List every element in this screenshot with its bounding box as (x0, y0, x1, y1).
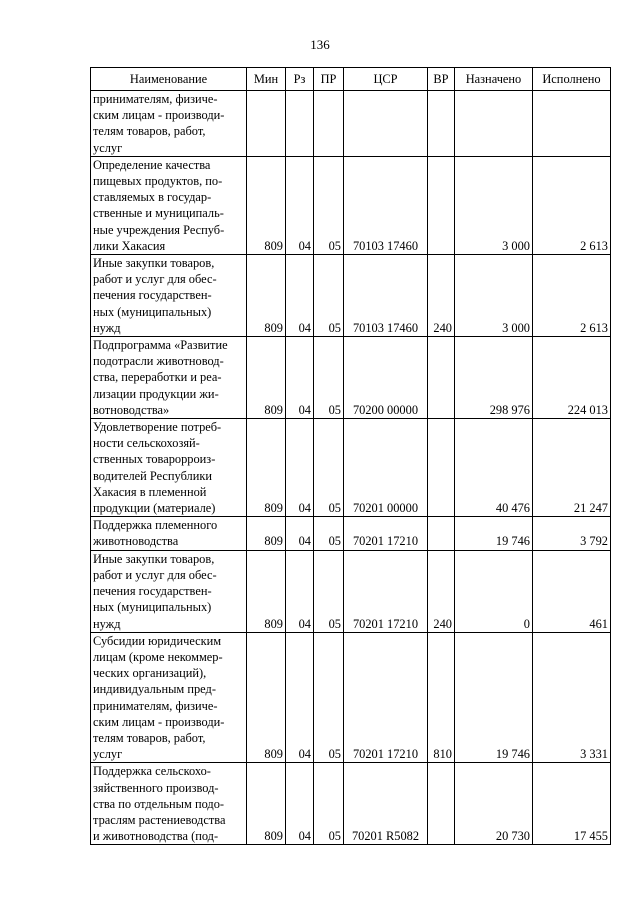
row-rz: 04 (286, 255, 314, 337)
row-rz: 04 (286, 550, 314, 632)
row-csr: 70201 00000 (344, 419, 428, 517)
row-assigned: 19 746 (455, 517, 533, 550)
row-executed: 224 013 (533, 337, 611, 419)
row-min: 809 (247, 632, 286, 763)
row-rz: 04 (286, 632, 314, 763)
table-row (91, 550, 611, 632)
row-executed: 3 792 (533, 517, 611, 550)
row-csr: 70201 17210 (344, 550, 428, 632)
row-assigned: 19 746 (455, 632, 533, 763)
table-row (91, 337, 611, 419)
row-min: 809 (247, 419, 286, 517)
col-header-rz: Рз (286, 68, 314, 91)
col-header-executed: Исполнено (533, 68, 611, 91)
table-row (91, 763, 611, 845)
row-executed: 17 455 (533, 763, 611, 845)
table-row (91, 419, 611, 517)
row-name: Иные закупки товаров, работ и услуг для обес- печения государствен- ных (муниципальных) нужд (91, 255, 247, 337)
col-header-pr: ПР (314, 68, 344, 91)
row-assigned: 40 476 (455, 419, 533, 517)
row-rz: 04 (286, 419, 314, 517)
col-header-assigned: Назначено (455, 68, 533, 91)
col-header-csr: ЦСР (344, 68, 428, 91)
row-pr: 05 (314, 632, 344, 763)
row-pr: 05 (314, 337, 344, 419)
row-pr: 05 (314, 517, 344, 550)
row-csr: 70201 R5082 (344, 763, 428, 845)
row-min (247, 91, 286, 157)
row-name: Иные закупки товаров, работ и услуг для обес- печения государствен- ных (муниципальных) нужд (91, 550, 247, 632)
row-executed: 21 247 (533, 419, 611, 517)
row-pr: 05 (314, 419, 344, 517)
row-name: Поддержка сельскохо- зяйственного производ- ства по отдельным подо- траслям растениеводства и животноводства (под- (91, 763, 247, 845)
row-vr (428, 337, 455, 419)
row-vr (428, 763, 455, 845)
row-assigned: 3 000 (455, 255, 533, 337)
row-csr (344, 91, 428, 157)
row-executed: 2 613 (533, 255, 611, 337)
row-vr: 810 (428, 632, 455, 763)
row-assigned: 3 000 (455, 156, 533, 254)
row-rz: 04 (286, 763, 314, 845)
row-assigned: 0 (455, 550, 533, 632)
row-vr: 240 (428, 255, 455, 337)
table-row (91, 91, 611, 157)
row-name: Подпрограмма «Развитие подотрасли животновод- ства, переработки и реа- лизации продукции жи- вотноводства» (91, 337, 247, 419)
col-header-name: Наименование (91, 68, 247, 91)
row-csr: 70201 17210 (344, 632, 428, 763)
row-min: 809 (247, 763, 286, 845)
table-header-row (91, 68, 611, 91)
row-name: Удовлетворение потреб- ности сельскохозяй- ственных товарopроиз- водителей Республики Хакасия в племенной продукции (материале) (91, 419, 247, 517)
row-vr (428, 419, 455, 517)
row-executed: 3 331 (533, 632, 611, 763)
row-vr: 240 (428, 550, 455, 632)
row-rz (286, 91, 314, 157)
table-row (91, 632, 611, 763)
row-min: 809 (247, 550, 286, 632)
row-pr: 05 (314, 156, 344, 254)
row-rz: 04 (286, 337, 314, 419)
row-vr (428, 91, 455, 157)
table-row (91, 255, 611, 337)
budget-table (90, 67, 611, 845)
row-rz: 04 (286, 156, 314, 254)
row-executed: 2 613 (533, 156, 611, 254)
row-assigned (455, 91, 533, 157)
row-name: Субсидии юридическим лицам (кроме некоммер- ческих организаций), индивидуальным пред- принимателям, физиче- ским лицам - производи- телям товаров, работ, услуг (91, 632, 247, 763)
row-name: принимателям, физиче- ским лицам - производи- телям товаров, работ, услуг (91, 91, 247, 157)
row-assigned: 20 730 (455, 763, 533, 845)
row-name: Поддержка племенного животноводства (91, 517, 247, 550)
row-vr (428, 517, 455, 550)
row-pr: 05 (314, 763, 344, 845)
row-min: 809 (247, 517, 286, 550)
table-row (91, 156, 611, 254)
row-executed (533, 91, 611, 157)
row-csr: 70103 17460 (344, 156, 428, 254)
row-pr: 05 (314, 255, 344, 337)
row-vr (428, 156, 455, 254)
row-assigned: 298 976 (455, 337, 533, 419)
row-name: Определение качества пищевых продуктов, по- ставляемых в государ- ственные и муниципаль- ные учреждения Респуб- лики Хакасия (91, 156, 247, 254)
row-pr: 05 (314, 550, 344, 632)
row-min: 809 (247, 156, 286, 254)
row-csr: 70201 17210 (344, 517, 428, 550)
row-csr: 70200 00000 (344, 337, 428, 419)
row-pr (314, 91, 344, 157)
row-csr: 70103 17460 (344, 255, 428, 337)
row-min: 809 (247, 337, 286, 419)
row-rz: 04 (286, 517, 314, 550)
row-executed: 461 (533, 550, 611, 632)
col-header-vr: ВР (428, 68, 455, 91)
table-row (91, 517, 611, 550)
page-number: 136 (310, 37, 330, 52)
col-header-min: Мин (247, 68, 286, 91)
row-min: 809 (247, 255, 286, 337)
